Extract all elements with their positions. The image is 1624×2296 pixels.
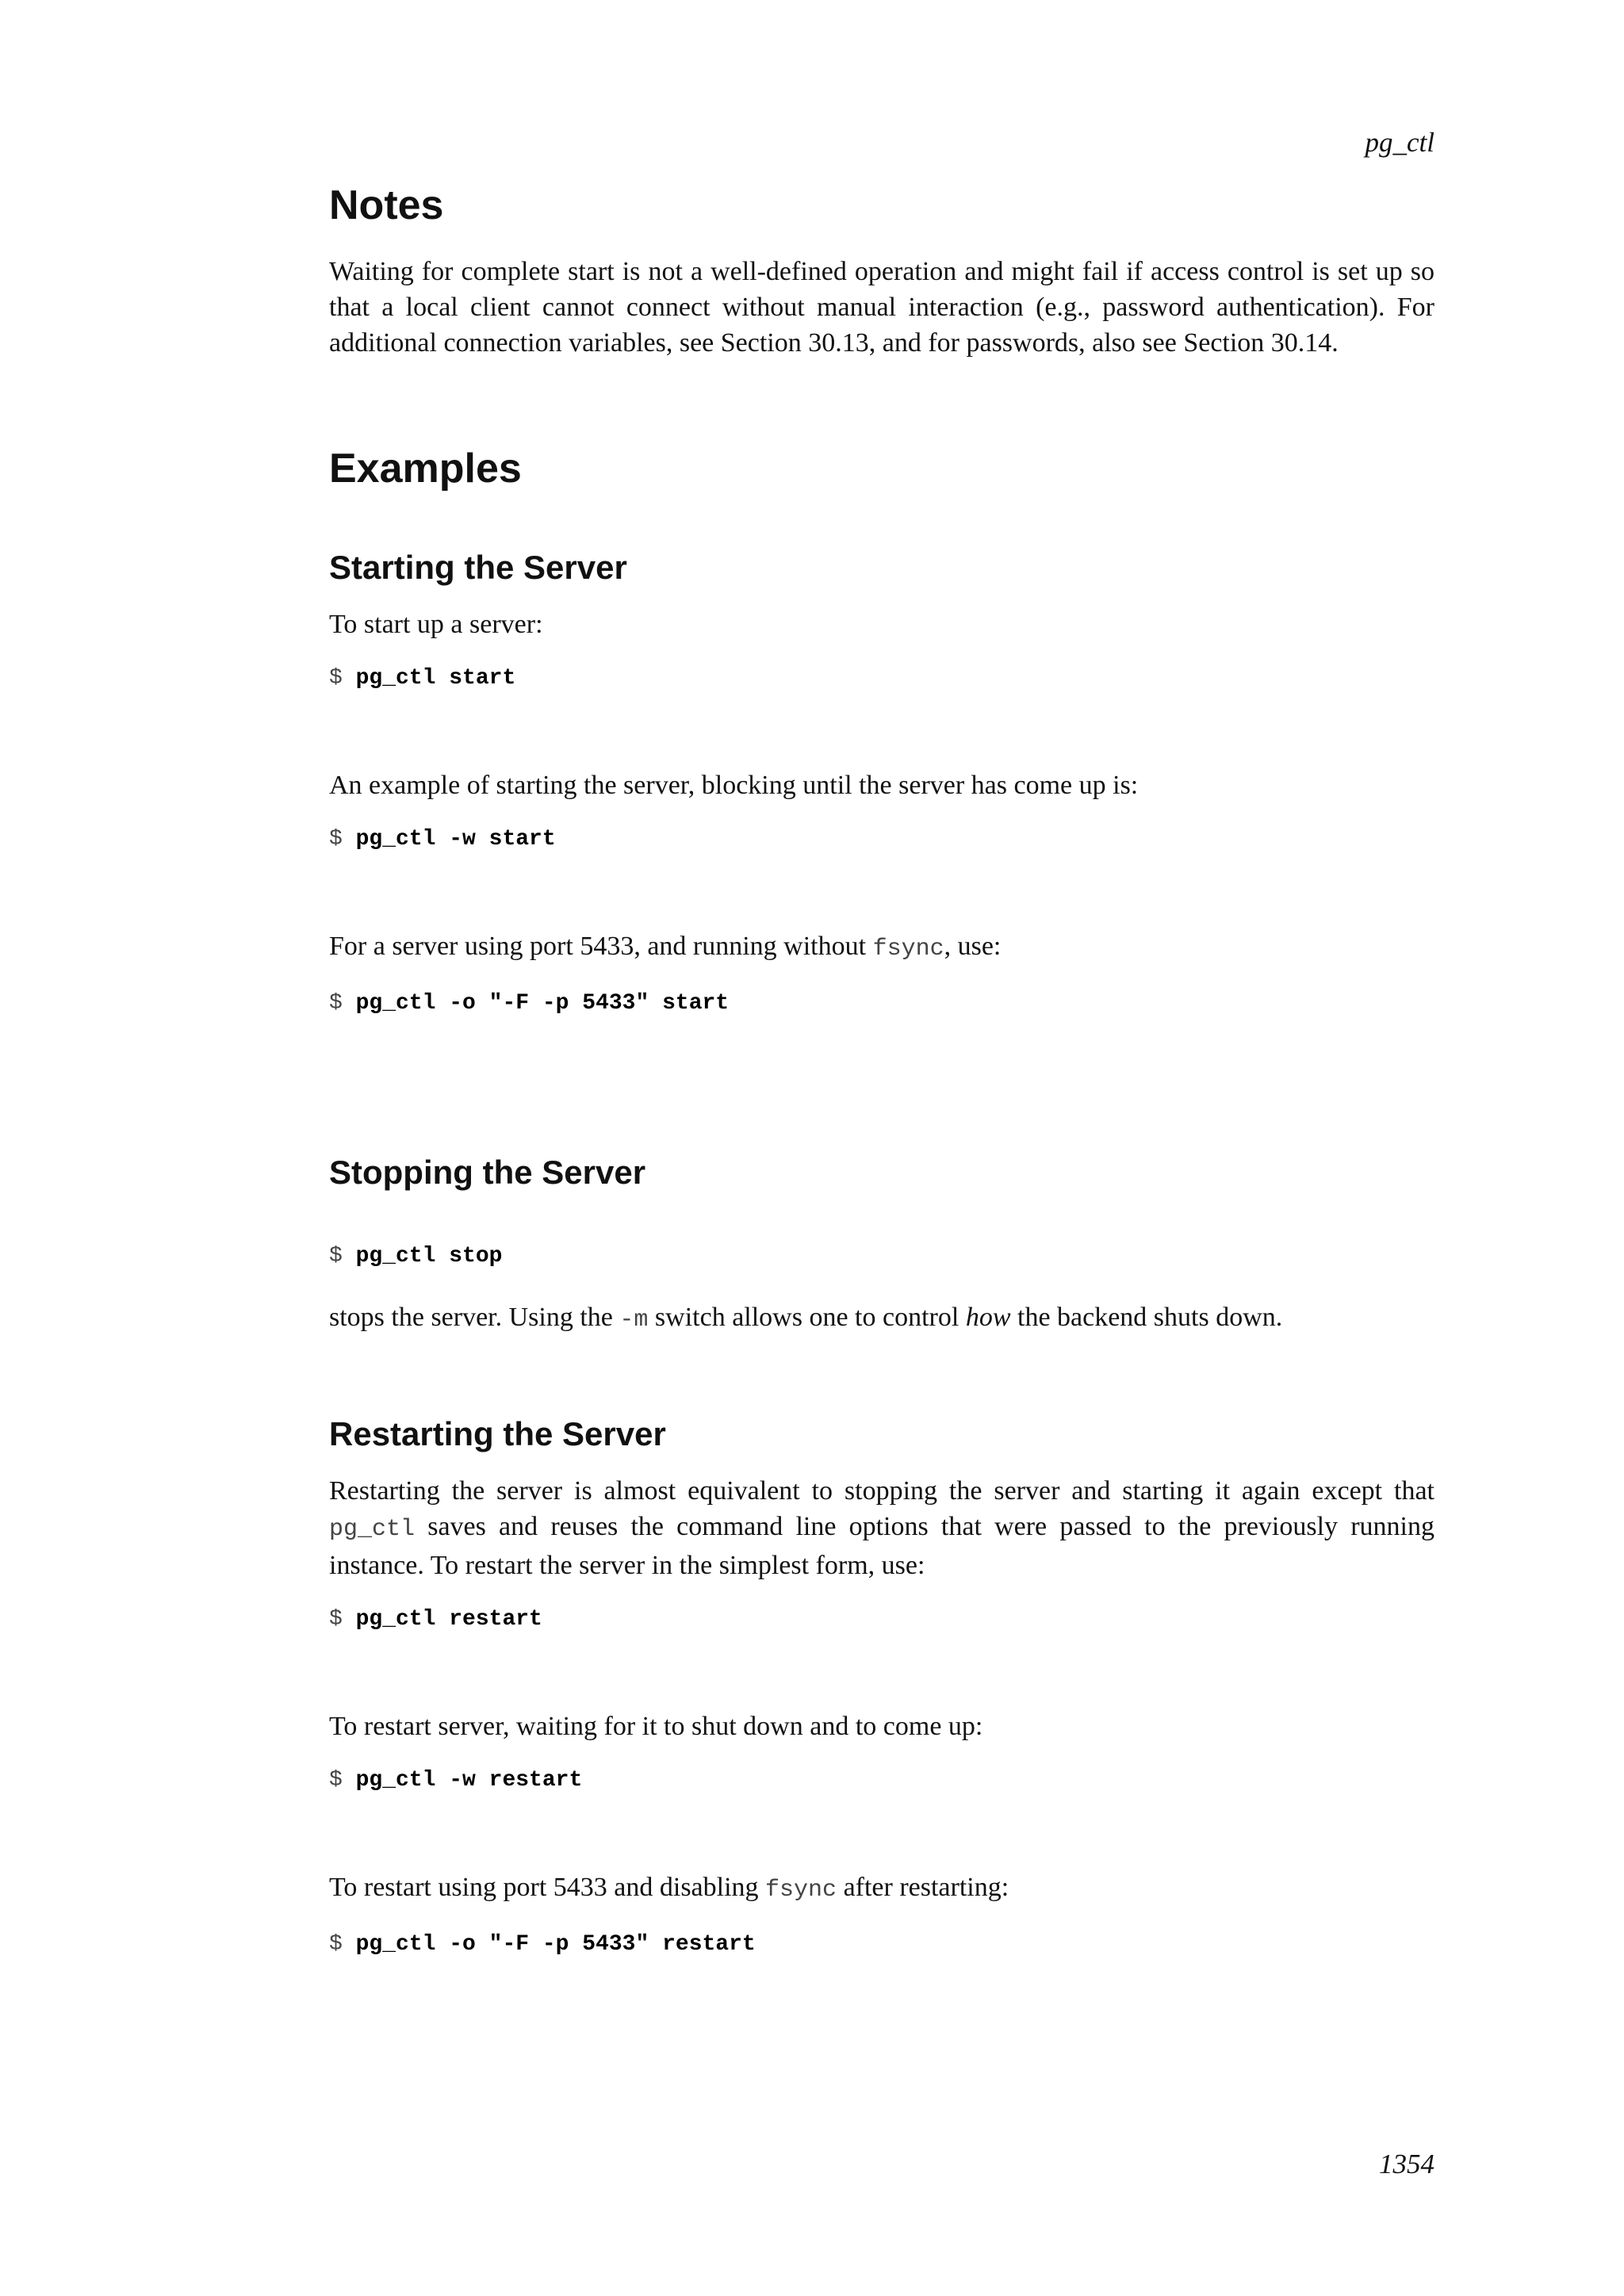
inline-code: -m	[619, 1306, 649, 1334]
command-restart	[329, 1605, 1434, 1634]
page-number: 1354	[1379, 2149, 1434, 2179]
shell-prompt: $	[329, 1243, 343, 1269]
notes-heading: Notes	[329, 182, 444, 228]
document-page	[329, 0, 1434, 2296]
inline-code: pg_ctl	[329, 1515, 416, 1543]
command-stop	[329, 1242, 1434, 1271]
command-text: pg_ctl restart	[355, 1606, 542, 1632]
command-w-start	[329, 825, 1434, 854]
inline-code: fsync	[765, 1876, 837, 1904]
text-segment: switch allows one to control	[648, 1302, 966, 1332]
stopping-server-heading: Stopping the Server	[329, 1154, 646, 1192]
command-text: pg_ctl -o "-F -p 5433" restart	[355, 1931, 756, 1957]
shell-prompt: $	[329, 991, 343, 1016]
examples-heading: Examples	[329, 446, 522, 492]
text-segment: Restarting the server is almost equivalent to stopping the server and starting it again except that	[329, 1475, 1434, 1506]
port-start-text	[329, 928, 1434, 967]
port-restart-text	[329, 1869, 1434, 1908]
restart-wait-text: To restart server, waiting for it to shut down and to come up:	[329, 1711, 983, 1741]
shell-prompt: $	[329, 1931, 343, 1957]
notes-paragraph: Waiting for complete start is not a well-defined operation and might fail if access control is set up so that a local client cannot connect without manual interaction (e.g., password authentication). For additional connection variables, see Section 30.13, and for passwords, also see Section 30.14.	[329, 257, 1434, 358]
emphasis-text: how	[965, 1302, 1011, 1332]
command-text: pg_ctl -w start	[355, 827, 556, 852]
blocking-start-text: An example of starting the server, blocking until the server has come up is:	[329, 771, 1139, 801]
page-content	[329, 181, 1434, 1959]
command-o-restart	[329, 1931, 1434, 1959]
text-segment: stops the server. Using the	[329, 1302, 620, 1332]
command-text: pg_ctl start	[355, 666, 516, 691]
running-header: pg_ctl	[1365, 127, 1434, 158]
text-segment: saves and reuses the command line options that were passed to the previously running instance. To restart the server in the simplest form, use:	[329, 1511, 1434, 1580]
text-segment: To restart using port 5433 and disabling	[329, 1872, 766, 1902]
text-segment: after restarting:	[837, 1872, 1009, 1902]
shell-prompt: $	[329, 666, 343, 691]
command-start	[329, 664, 1434, 693]
shell-prompt: $	[329, 1606, 343, 1632]
restart-description-text	[329, 1473, 1434, 1583]
command-text: pg_ctl stop	[355, 1243, 503, 1269]
command-o-start	[329, 989, 1434, 1018]
text-segment: the backend shuts down.	[1010, 1302, 1283, 1332]
command-text: pg_ctl -o "-F -p 5433" start	[355, 991, 730, 1016]
restarting-server-heading: Restarting the Server	[329, 1414, 666, 1452]
stop-description-text	[329, 1299, 1434, 1338]
text-segment: For a server using port 5433, and running without	[329, 932, 873, 962]
shell-prompt: $	[329, 1767, 343, 1793]
command-w-restart	[329, 1766, 1434, 1795]
starting-intro-text: To start up a server:	[329, 610, 543, 640]
command-text: pg_ctl -w restart	[355, 1767, 583, 1793]
starting-server-heading: Starting the Server	[329, 548, 627, 586]
inline-code: fsync	[872, 936, 944, 963]
text-segment: , use:	[944, 932, 1002, 962]
shell-prompt: $	[329, 827, 343, 852]
